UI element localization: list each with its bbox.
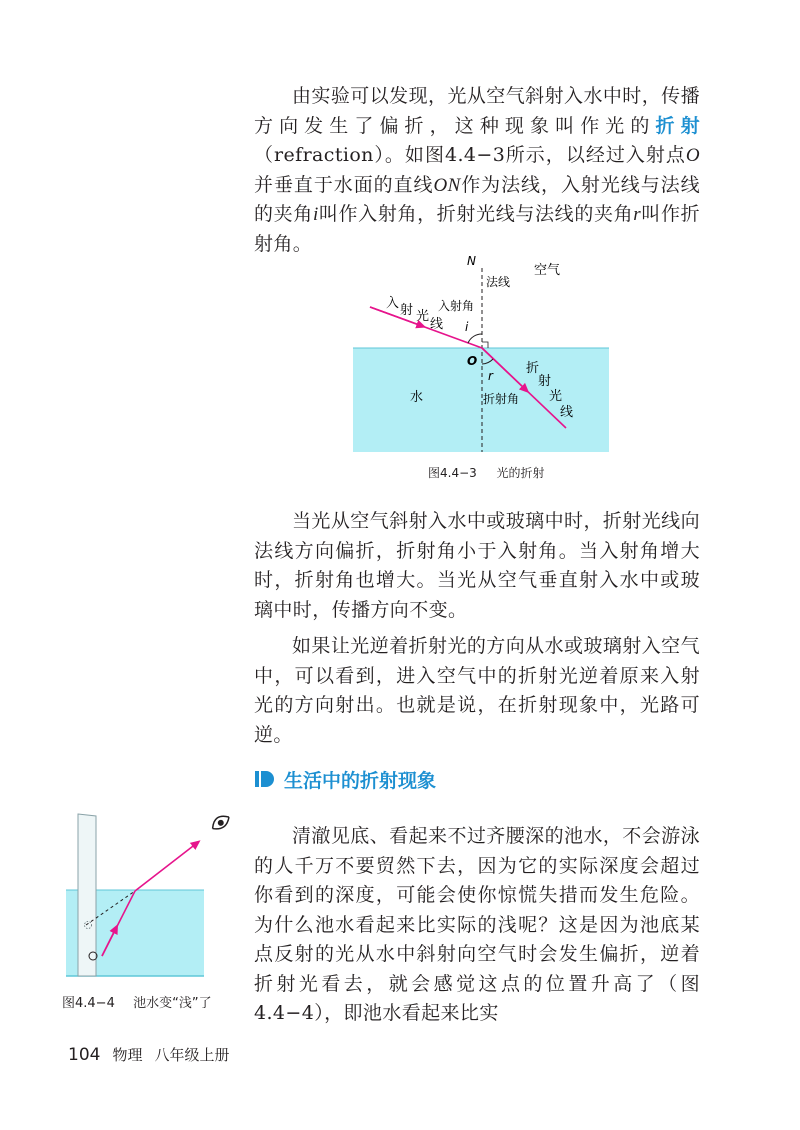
section-heading <box>254 764 436 794</box>
footer-grade: 八年级上册 <box>154 1046 230 1064</box>
footer-subject: 物理 <box>112 1046 143 1064</box>
figure2-caption <box>62 992 212 1011</box>
label-n: N <box>467 254 476 268</box>
label-refracted-4: 线 <box>560 405 574 420</box>
label-incidence-angle: 入射角 <box>438 299 475 313</box>
section-title: 生活中的折射现象 <box>284 769 437 792</box>
label-incident-4: 线 <box>430 317 444 332</box>
text-segment: 由实验可以发现，光从空气斜射入水中时，传播方向发生了偏折，这种现象叫作光的 <box>254 85 700 137</box>
label-incident-2: 射 <box>400 303 414 318</box>
page-footer <box>68 1044 229 1065</box>
emerging-ray <box>135 843 197 891</box>
text-segment: 并垂直于水面的直线 <box>254 173 434 196</box>
label-i: i <box>465 320 469 334</box>
label-refracted-3: 光 <box>549 389 563 404</box>
label-o: O <box>467 354 478 368</box>
term-refraction: 折射 <box>655 114 700 137</box>
eye-icon <box>209 812 232 832</box>
figure1-caption-text: 光的折射 <box>496 466 545 480</box>
figure-pool-shallow-diagram <box>60 808 240 984</box>
label-refracted-1: 折 <box>526 361 540 376</box>
text-segment: （refraction）。如图4.4−3所示，以经过入射点 <box>254 144 686 166</box>
paragraph-pool-depth: 清澈见底、看起来不过齐腰深的池水，不会游泳的人千万不要贸然下去，因为它的实际深度会超过你看到的深度，可能会使你惊慌失措而发生危险。为什么池水看起来比实际的浅呢？这是因为池底某点反射的光从水中斜射向空气时会发生偏折，逆着折射光看去，就会感觉这点的位置升高了（图4.4−4），即池水看起来比实 <box>254 825 700 1024</box>
page-number: 104 <box>68 1045 101 1065</box>
label-r: r <box>488 369 493 383</box>
figure-refraction-diagram <box>330 250 630 455</box>
var-r: r <box>633 204 642 225</box>
paragraph-refraction-rules: 当光从空气斜射入水中或玻璃中时，折射光线向法线方向偏折，折射角小于入射角。当入射角增大时，折射角也增大。当光从空气垂直射入水中或玻璃中时，传播方向不变。 <box>254 510 700 621</box>
label-water: 水 <box>410 390 424 405</box>
right-angle-mark <box>482 342 488 348</box>
label-incident-3: 光 <box>416 309 430 324</box>
text-segment: 叫作折射角。 <box>254 203 701 255</box>
text-segment: 作为法线，入射光线与法线的夹角 <box>254 173 700 225</box>
var-o: O <box>685 145 700 166</box>
section-marker-icon <box>254 769 274 789</box>
label-air: 空气 <box>534 263 561 278</box>
figure1-caption-number: 图4.4−3 <box>428 466 477 480</box>
label-incident-1: 入 <box>386 296 400 311</box>
paragraph-reversible-path: 如果让光逆着折射光的方向从水或玻璃射入空气中，可以看到，进入空气中的折射光逆着原来入射光的方向射出。也就是说，在折射现象中，光路可逆。 <box>254 635 700 746</box>
water-region <box>353 348 609 452</box>
text-segment: 叫作入射角，折射光线与法线的夹角 <box>318 203 634 225</box>
label-refraction-angle: 折射角 <box>483 392 520 406</box>
angle-i-arc <box>468 334 482 343</box>
label-refracted-2: 射 <box>538 374 552 389</box>
figure1-caption <box>428 464 544 481</box>
paragraph-refraction-intro <box>254 82 700 259</box>
figure2-caption-text: 池水变“浅”了 <box>133 996 212 1011</box>
var-on: ON <box>433 174 461 196</box>
figure2-caption-number: 图4.4−4 <box>62 996 115 1011</box>
var-i: i <box>312 204 319 225</box>
label-normal: 法线 <box>486 275 511 289</box>
